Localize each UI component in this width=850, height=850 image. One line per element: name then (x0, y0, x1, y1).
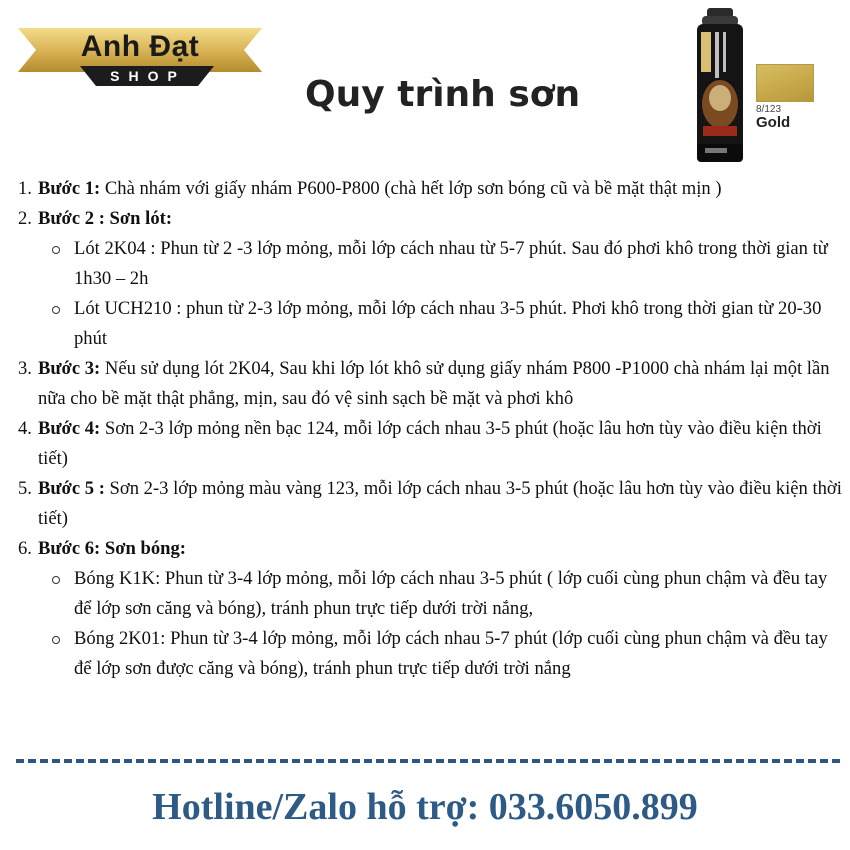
step-6 (18, 534, 846, 564)
list-item (74, 624, 846, 684)
logo-name: Anh Đạt (80, 30, 200, 63)
step-number: 5. (18, 478, 32, 499)
step-label: Bước 6: Sơn bóng: (38, 538, 186, 559)
list-item (74, 294, 846, 354)
step-number: 6. (18, 538, 32, 559)
color-name: Gold (756, 114, 791, 131)
step-label: Bước 1: (38, 178, 101, 199)
list-item-text: Bóng 2K01: Phun từ 3-4 lớp mỏng, mỗi lớp cách nhau 5-7 phút (lớp cuối cùng phun chậm và đều tay để lớp sơn được căng và bóng), tránh phun trực tiếp dưới trời nắng (74, 628, 828, 679)
list-item (74, 564, 846, 624)
step-2 (18, 204, 846, 234)
color-code: 8/123 (756, 104, 782, 115)
step-4 (18, 414, 846, 474)
circle-bullet-icon (52, 636, 60, 644)
step-label: Bước 3: (38, 358, 101, 379)
clearcoat-options (18, 564, 846, 684)
spray-can-image (693, 8, 747, 168)
list-item (74, 234, 846, 294)
gold-color-swatch (756, 64, 814, 102)
step-number: 1. (18, 178, 32, 199)
step-label: Bước 5 : (38, 478, 105, 499)
primer-options (18, 234, 846, 354)
dashed-divider (16, 759, 840, 763)
circle-bullet-icon (52, 246, 60, 254)
circle-bullet-icon (52, 306, 60, 314)
step-text: Nếu sử dụng lót 2K04, Sau khi lớp lót khô sử dụng giấy nhám P800 -P1000 chà nhám lại một lần nữa cho bề mặt thật phẳng, mịn, sau đó vệ sinh sạch bề mặt và phơi khô (38, 358, 830, 409)
step-text: Sơn 2-3 lớp mỏng nền bạc 124, mỗi lớp cách nhau 3-5 phút (hoặc lâu hơn tùy vào điều kiện thời tiết) (38, 418, 822, 469)
step-1 (18, 174, 846, 204)
step-text: Chà nhám với giấy nhám P600-P800 (chà hết lớp sơn bóng cũ và bề mặt thật mịn ) (100, 178, 722, 199)
step-number: 2. (18, 208, 32, 229)
step-5 (18, 474, 846, 534)
list-item-text: Lót 2K04 : Phun từ 2 -3 lớp mỏng, mỗi lớp cách nhau từ 5-7 phút. Sau đó phơi khô trong thời gian từ 1h30 – 2h (74, 238, 828, 289)
page-title: Quy trình sơn (305, 74, 581, 115)
step-text: Sơn 2-3 lớp mỏng màu vàng 123, mỗi lớp cách nhau 3-5 phút (hoặc lâu hơn tùy vào điều kiện thời tiết) (38, 478, 842, 529)
shop-logo (18, 28, 262, 88)
hotline-text: Hotline/Zalo hỗ trợ: 033.6050.899 (152, 786, 698, 828)
logo-sub: SHOP (110, 68, 186, 84)
list-item-text: Lót UCH210 : phun từ 2-3 lớp mỏng, mỗi lớp cách nhau 3-5 phút. Phơi khô trong thời gian từ 20-30 phút (74, 298, 822, 349)
step-number: 4. (18, 418, 32, 439)
circle-bullet-icon (52, 576, 60, 584)
list-item-text: Bóng K1K: Phun từ 3-4 lớp mỏng, mỗi lớp cách nhau 3-5 phút ( lớp cuối cùng phun chậm và đều tay để lớp sơn căng và bóng), tránh phun trực tiếp dưới trời nắng, (74, 568, 828, 619)
step-label: Bước 4: (38, 418, 101, 439)
step-label: Bước 2 : Sơn lót: (38, 208, 173, 229)
step-3 (18, 354, 846, 414)
step-number: 3. (18, 358, 32, 379)
process-steps (18, 174, 846, 684)
